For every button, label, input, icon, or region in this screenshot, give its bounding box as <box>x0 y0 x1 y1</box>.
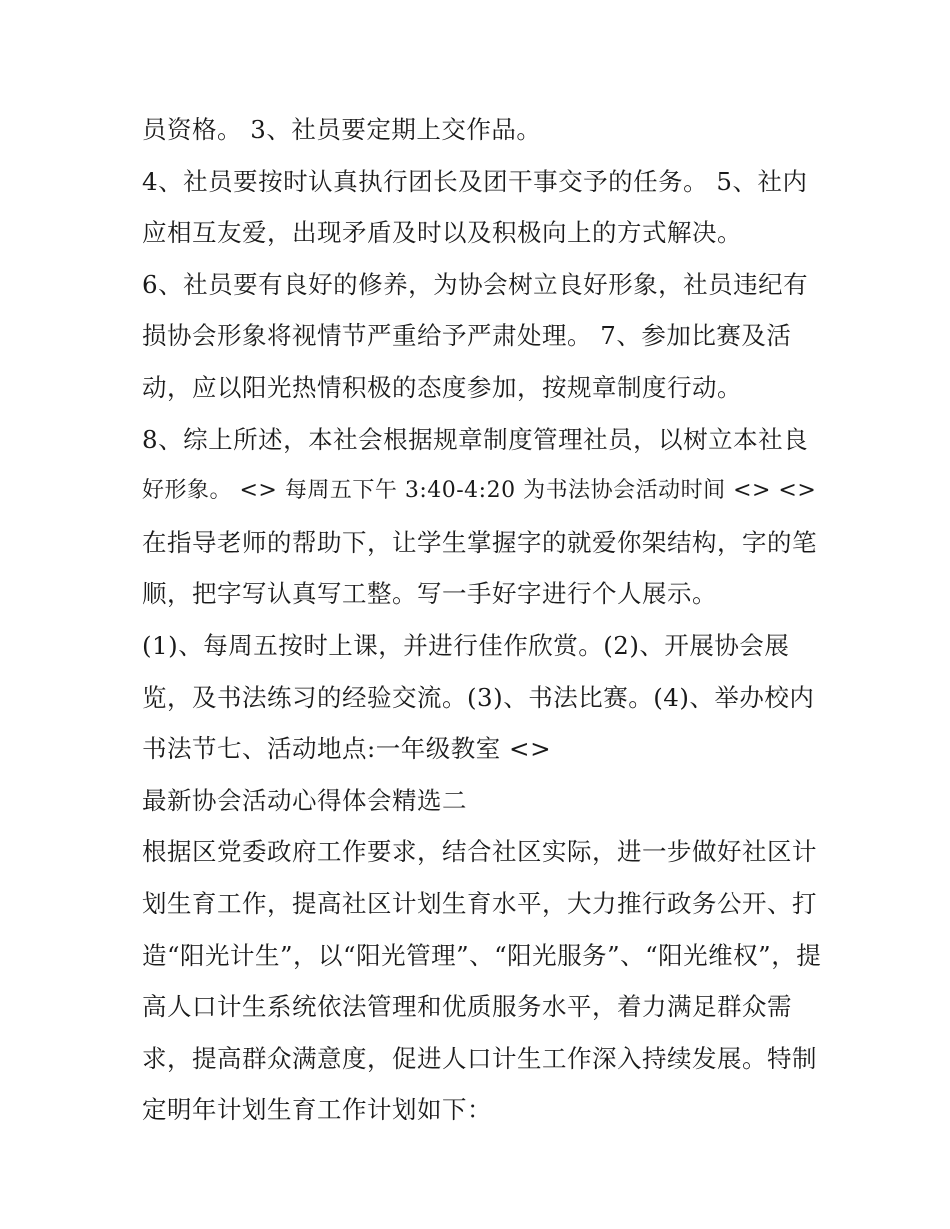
text-line: 根据区党委政府工作要求，结合社区实际，进一步做好社区计 <box>142 837 817 867</box>
document-body <box>142 108 822 1140</box>
text-line: 动，应以阳光热情积极的态度参加，按规章制度行动。 <box>142 372 742 402</box>
text-line: 书法节七、活动地点:一年级教室 <> <box>142 734 552 764</box>
text-line: 求，提高群众满意度，促进人口计生工作深入持续发展。特制 <box>142 1043 817 1073</box>
text-line: 4、社员要按时认真执行团长及团干事交予的任务。 5、社内 <box>142 166 808 196</box>
text-line: 在指导老师的帮助下，让学生掌握字的就爱你架结构，字的笔 <box>142 527 817 557</box>
text-line: 高人口计生系统依法管理和优质服务水平，着力满足群众需 <box>142 992 792 1022</box>
text-line: 8、综上所述，本社会根据规章制度管理社员，以树立本社良 <box>142 424 809 454</box>
text-line: (1)、每周五按时上课，并进行佳作欣赏。(2)、开展协会展 <box>142 630 790 660</box>
text-line: 员资格。 3、社员要定期上交作品。 <box>142 115 542 144</box>
text-line: 6、社员要有良好的修养，为协会树立良好形象，社员违纪有 <box>142 269 809 299</box>
text-line: 损协会形象将视情节严重给予严肃处理。 7、参加比赛及活 <box>142 321 792 351</box>
text-line: 定明年计划生育工作计划如下： <box>142 1095 492 1125</box>
text-line: 顺，把字写认真写工整。写一手好字进行个人展示。 <box>142 579 717 609</box>
section-heading: 最新协会活动心得体会精选二 <box>142 785 467 815</box>
text-line: 览，及书法练习的经验交流。(3)、书法比赛。(4)、举办校内 <box>142 682 815 712</box>
text-line: 划生育工作，提高社区计划生育水平，大力推行政务公开、打 <box>142 888 817 918</box>
text-line: 造“阳光计生”，以“阳光管理”、“阳光服务”、“阳光维权”，提 <box>142 940 822 970</box>
text-line: 应相互友爱，出现矛盾及时以及积极向上的方式解决。 <box>142 218 742 248</box>
text-line: 好形象。 <> 每周五下午 3:40-4:20 为书法协会活动时间 <> <> <box>142 478 817 504</box>
